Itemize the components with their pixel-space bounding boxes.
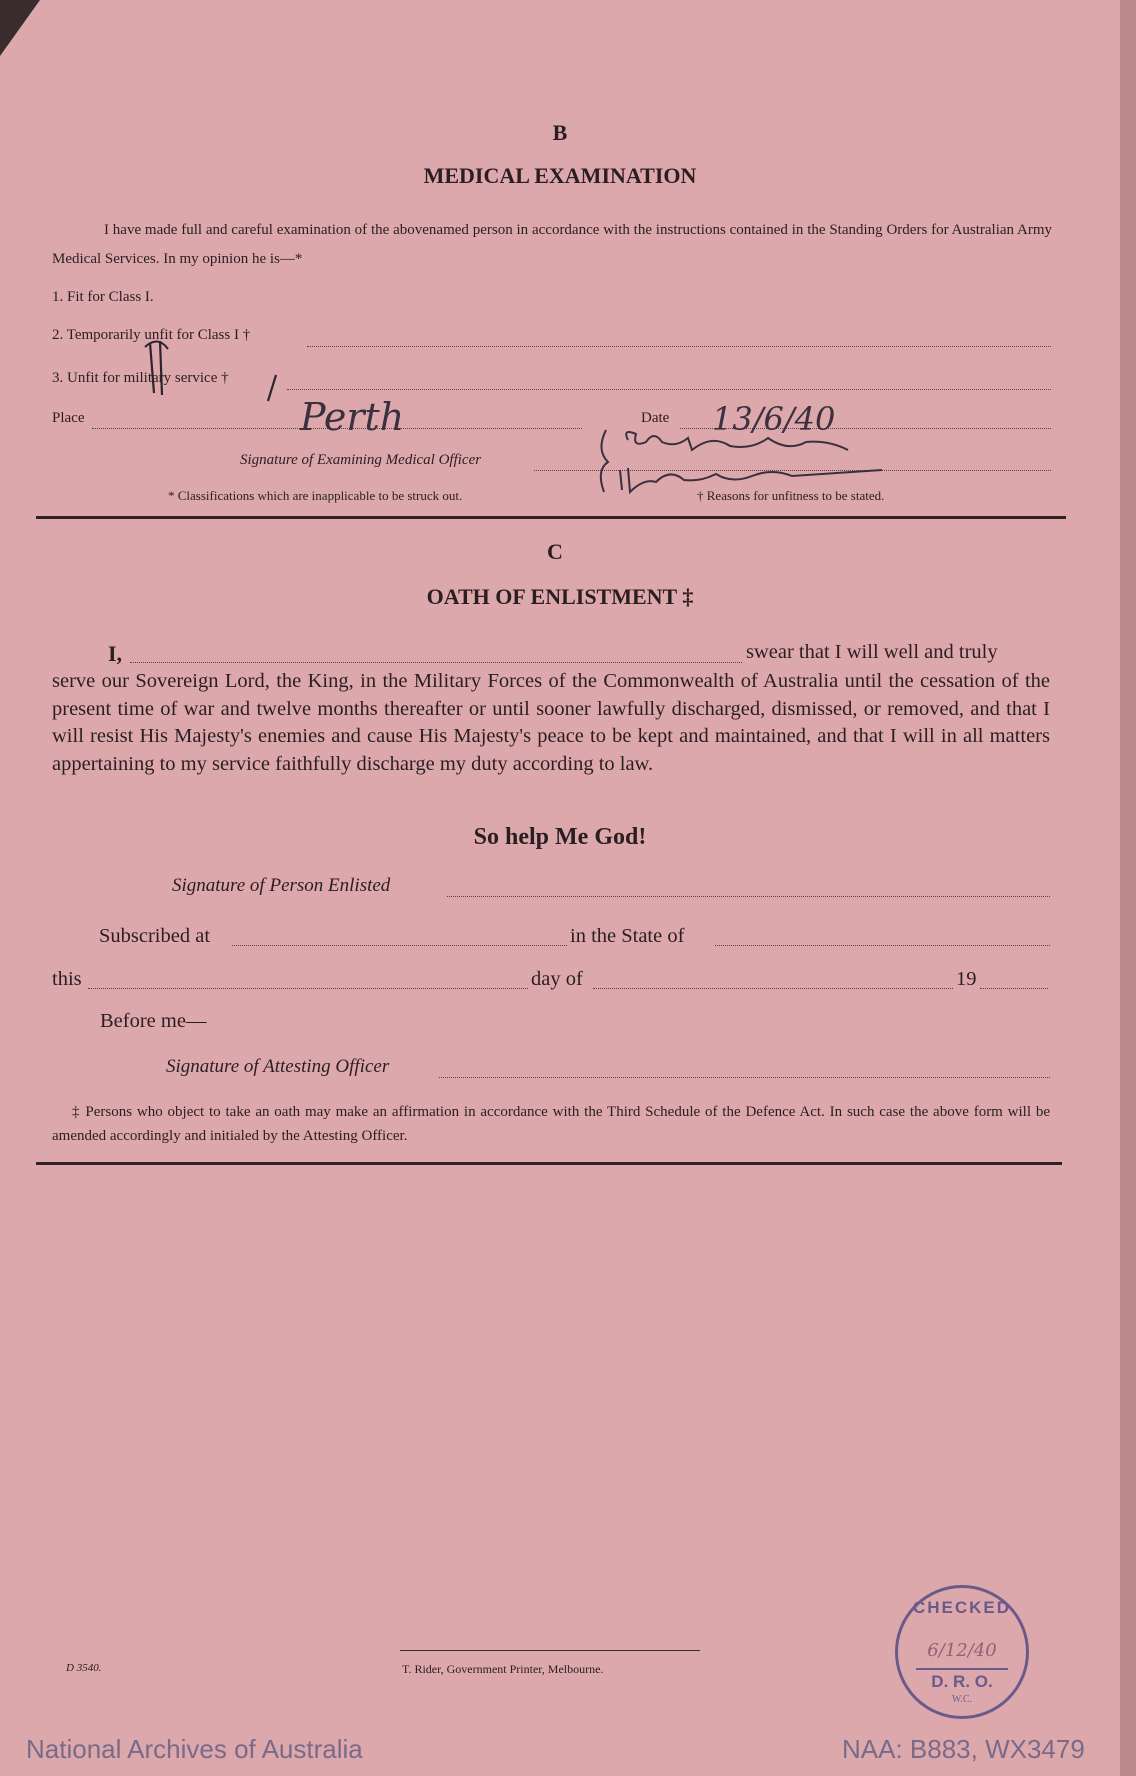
section-c-letter: C [547,539,563,564]
oath-body: serve our Sovereign Lord, the King, in the Military Forces of the Commonwealth of Australia until the cessation of the present time of war and twelve months thereafter or until sooner lawfully discharged, dismissed, or removed, and that I will resist His Majesty's enemies and cause His Majesty's peace to be kept and maintained, and that I will in all matters appertaining to my service faithfully discharge my duty according to law. [52,670,1050,775]
person-enlisted-label: Signature of Person Enlisted [172,875,391,896]
archive-name: National Archives of Australia [26,1734,363,1764]
section-divider-2 [36,1162,1062,1165]
stamp-sub: W.C. [951,1694,973,1705]
item2-line [307,346,1051,347]
medical-intro: I have made full and careful examination of the abovenamed person in accordance with the instructions contained in the Standing Orders for Australian Army Medical Services. In my opinion he is—* [52,222,1052,267]
this-line [88,988,528,989]
footnote-classifications: * Classifications which are inapplicable to be struck out. [168,488,463,503]
stamp-office: D. R. O. [931,1672,993,1691]
year-line [980,988,1048,989]
day-of-label: day of [531,968,583,990]
section-c-title: OATH OF ENLISTMENT ‡ [426,584,694,609]
oath-i: I, [108,641,123,666]
date-value: 13/6/40 [712,400,836,438]
item-temporarily-unfit: 2. Temporarily unfit for Class I † [52,327,251,343]
archive-reference: NAA: B883, WX3479 [842,1734,1085,1764]
stamp-date: 6/12/40 [927,1640,997,1661]
attesting-officer-line [439,1077,1050,1078]
date-label: Date [641,410,670,426]
place-label: Place [52,410,85,426]
person-enlisted-line [447,896,1050,897]
oath-name-line [130,662,742,663]
section-divider-1 [36,516,1066,519]
form-number: D 3540. [66,1662,102,1674]
stamp-rule [916,1668,1008,1670]
stamp-top: CHECKED [912,1598,1012,1617]
section-b-title: MEDICAL EXAMINATION [423,163,697,188]
examining-officer-label: Signature of Examining Medical Officer [240,452,482,468]
folded-corner [0,0,40,56]
printer-rule [400,1650,700,1651]
state-line [715,945,1050,946]
attesting-officer-label: Signature of Attesting Officer [166,1056,390,1077]
section-b-letter: B [552,120,568,145]
before-me: Before me— [100,1010,207,1032]
item3-line [287,389,1051,390]
printer-line: T. Rider, Government Printer, Melbourne. [402,1662,604,1676]
item-fit-class-1: 1. Fit for Class I. [52,289,154,305]
affirmation-note: ‡ Persons who object to take an oath may make an affirmation in accordance with the Third Schedule of the Defence Act. In such case the above form will be amended accordingly and initialed by the Attesting Officer. [52,1104,1050,1144]
place-value: Perth [300,395,405,439]
page-edge [1120,0,1136,1776]
year-prefix: 19 [956,968,977,990]
footnote-reasons: † Reasons for unfitness to be stated. [697,488,885,503]
subscribed-label: Subscribed at [99,925,211,947]
state-label: in the State of [570,925,685,947]
oath-first-line: swear that I will well and truly [746,641,998,663]
motto: So help Me God! [473,824,647,850]
item-unfit-military: 3. Unfit for military service † [52,370,229,386]
this-label: this [52,968,82,990]
day-of-line [593,988,953,989]
checked-stamp [895,1585,1029,1719]
subscribed-line [232,945,567,946]
